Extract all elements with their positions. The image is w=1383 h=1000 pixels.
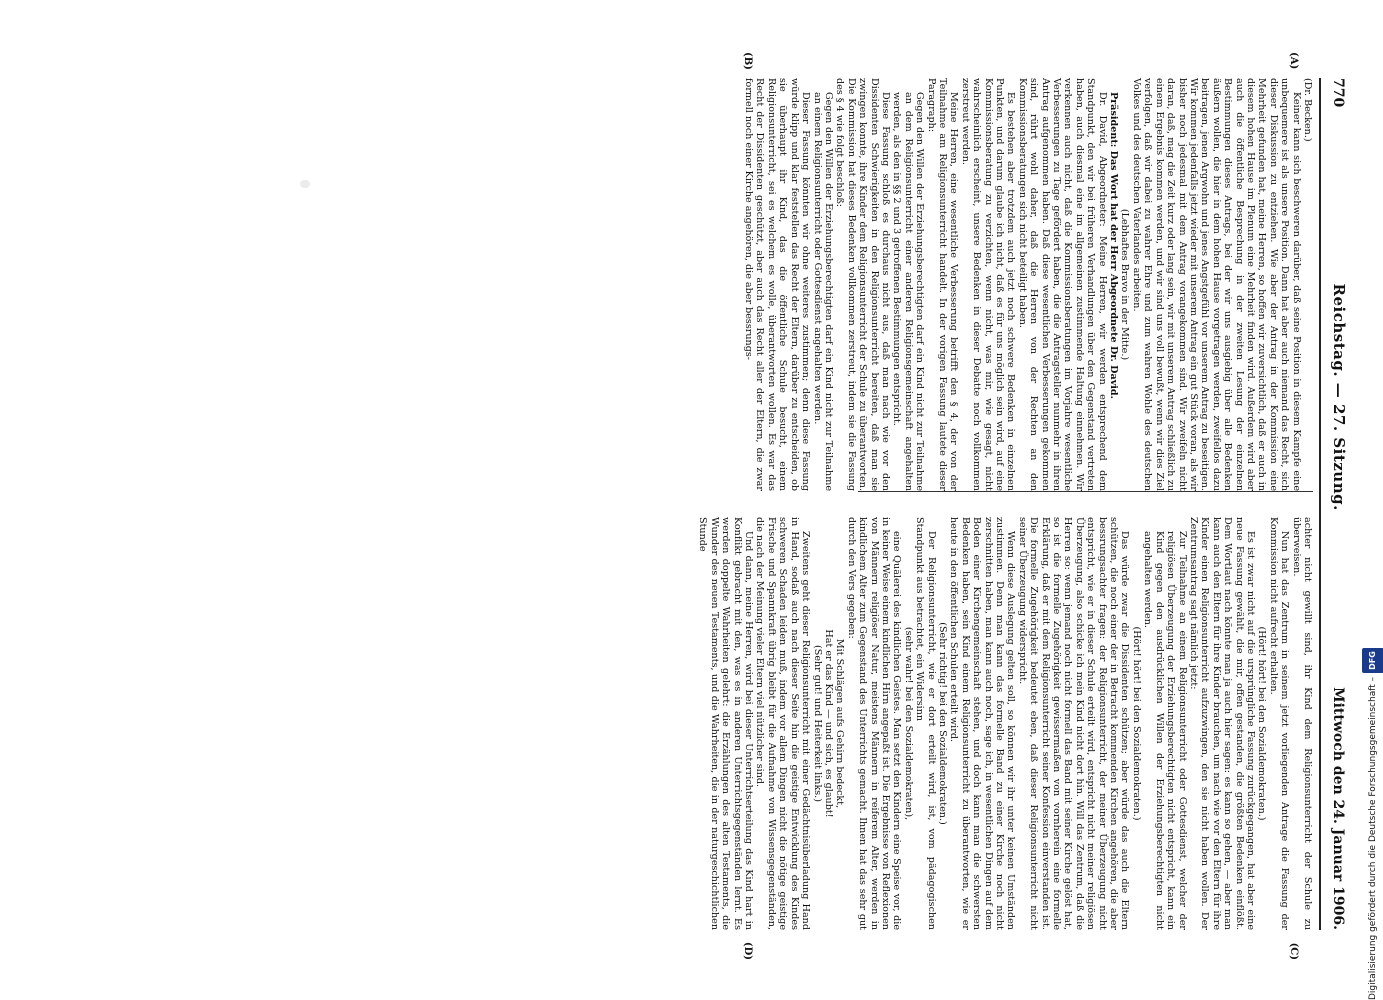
interjection: (Sehr richtig! bei den Sozialdemokraten.) [937, 622, 948, 825]
paragraph: Und dann, meine Herren, wird bei dieser Unterrichtserteilung das Kind hart in Konflikt gebracht mit den, was es in anderen Unterrichtsgegenständen lernt. Es werden doppelte Wahrheiten gelehrt: die Erzählungen des alten Testaments, die Wunder des neuen Testaments, und die Wahrheiten, die in der naturgeschichtlichen Stunde [697, 517, 755, 930]
paper-spot [300, 180, 310, 188]
paragraph: Der Religionsunterricht, wie er dort erteilt wird, ist, vom pädagogischen Standpunkt aus betrachtet, ein Widersinn [914, 517, 937, 930]
margin-marker-c: (C) [1288, 942, 1299, 960]
margin-marker-b: (B) [742, 52, 753, 70]
right-column [697, 517, 1313, 930]
paragraph: Nun hat das Zentrum in seinem jetzt vorliegenden Antrage die Fassung der Kommission nicht aufrecht erhalten. [1267, 517, 1291, 930]
paragraph: Es bestehen aber trotzdem auch jetzt noch schwere Bedenken in einzelnen Punkten, und darum glaube ich nicht, daß es für uns möglich sein wird, auf eine Kommissionsberatung zu verzichten, wenn nicht, was mir, wie gesagt, nicht wahrscheinlich erscheint, unsere Bedenken in dieser Debatte noch vollkommen zerstreut werden. [959, 78, 1017, 491]
paragraph: achter nicht gewillt sind, ihr Kind dem Religionsunterricht der Schule zu überweisen. [1290, 517, 1313, 930]
paragraph: Es ist zwar nicht auf die ursprüngliche Fassung zurückgegangen, hat aber eine neue Fassung gewählt, die mir, offen gestanden, die größten Bedenken einflößt. Dem Wortlaut nach könnte man ja auch hier sagen: es kann so gehen, — aber man kann auch den Eltern für ihre Kinder brauchen, um nach wie vor den Eltern für ihre Kinder einen Religionsunterricht aufzuzwingen, den sie nicht haben wollen. Der Zentrumsantrag sagt nämlich jetzt: [1187, 517, 1256, 930]
paragraph: Dr. David, Abgeordneter: Meine Herren, wir werden entsprechend dem Standpunkt, den wir bei früheren Verhandlungen über den Gegenstand vertreten haben, auch diesmal eine im allgemeinen zustimmende Haltung einnehmen. Wir verkennen auch nicht, daß die Kommissionsberatungen im Vorjahre wesentliche Verbesserungen zu Tage gefördert haben, die die Antragsteller nunmehr in ihren Antrag aufgenommen haben. Daß diese wesentlichen Verbesserungen gekommen sind, rührt wohl daher, daß die Herren von der Rechten an den Kommissionsberatungen sich nicht beteiligt haben. [1016, 78, 1108, 491]
paragraph: eine Quälerei des kindlichen Geistes. Man setzt den Kindern eine Speise vor, die in keiner Weise einem kindlichen Hirn angepaßt ist. Die Ergebnisse von Reflexionen von Männern religiöser Natur, meistens Männern in reiferem Alter, werden in kindlichem Alter zum Gegenstand des Unterrichts gemacht. Ihnen hat das sehr gut durch den Vers gegeben: [845, 517, 903, 930]
paragraph: (Dr. Becken.) [1302, 78, 1313, 142]
interjection: (Hört! hört! bei den Sozialdemokraten.) [1130, 626, 1142, 821]
paragraph: Keiner kann sich beschweren darüber, daß seine Position in diesem Kampfe eine unbequemere ist als unsere Position. Dann hat aber auch niemand das Recht, sich dieser Diskussion zu entziehen. Wie aber der Antrag in der Kommission eine Mehrheit gefunden hat, meine Herren, so hoffen wir zuversichtlich, daß er auch in diesem hohen Hause im Plenum eine Mehrheit finden wird. Außerdem wird aber auch die öffentliche Besprechung in der zweiten Lesung der einzelnen Bestimmungen dieses Antrags, bei der wir uns ausgiebig über alle Bedenken äußern wollen, die hier in dem hohen Hause vorgetragen werden, zweifellos dazu beitragen, jenen Argwohn und jenes Angstgefühl vor unserem Antrag zu beseitigen. Wir kommen jedenfalls jetzt wieder mit unserem Antrag ein gut Stück voran, als wir bisher noch jedesmal mit dem Antrag vorangekommen sind. Wir zweifeln nicht daran, daß, mag die Zeit kurz oder lang sein, wir mit unserem Antrag schließlich zu einem Ergebnis kommen werden, und wir sind uns voll bewußt, wenn wir dies Ziel verfolgen, daß wir dabei zu wahrer Ehre und zum wahren Wohle des deutschen Volkes und des deutschen Vaterlandes arbeiten. [1130, 78, 1302, 491]
interjection: (Lebhaftes Bravo in der Mitte.) [1119, 208, 1131, 361]
dfg-logo: DFG [1362, 648, 1383, 673]
speaker-paragraph: Präsident: Das Wort hat der Herr Abgeordnete Dr. David. [1108, 92, 1120, 399]
session-date: Mittwoch den 24. Januar 1906. [1330, 687, 1346, 930]
paragraph: Zweitens geht dieser Religionsunterricht mit einer Gedächtnisüberladung Hand in Hand, sodaß auch nach dieser Seite hin die geistige Entwicklung des Kindes schweren Schaden leiden muß, indem vor allem Dingen nicht die nötige geistige Frische und Spannkraft übrig bleibt für die Aufnahme von Wissensgegenständen, die nach der Meinung vieler Eltern viel nützlicher sind. [754, 517, 812, 930]
interjection: Mit Schlägen aufs Gehirn bedeckt, [834, 638, 846, 809]
digitization-footer [1363, 0, 1383, 1000]
quoted-provision: Gegen den Willen der Erziehungsberechtigten darf ein Kind nicht zur Teilnahme an einem Religionsunterricht oder Gottesdienst angehalten werden. [811, 92, 834, 491]
quoted-provision: Zur Teilnahme an einem Religionsunterricht oder Gottesdienst, welcher der religiösen Überzeugung der Erziehungsberechtigten nicht entspricht, kann ein Kind gegen den ausdrücklichen Willen der Erziehungsberechtigten nicht angehalten werden. [1142, 531, 1188, 930]
page-number: 770 [1330, 78, 1346, 108]
interjection: (Hört! hört! bei den Sozialdemokraten.) [1256, 626, 1268, 821]
margin-marker-d: (D) [742, 941, 753, 960]
left-column [697, 78, 1313, 491]
paragraph: Dieser Fassung könnten wir ohne weiteres zustimmen; denn diese Fassung würde klipp und klar feststellen das Recht der Eltern, darüber zu entscheiden, ob sie überhaupt ihr Kind, das die öffentliche Schule besucht, einem Religionsunterricht, sei es welchem es wolle, überantworten wollen. Es war das Recht der Dissidenten geschützt, aber auch das Recht aller der Eltern, die zwar formell noch einer Kirche angehören, die aber bessrungs- [743, 78, 812, 491]
paragraph: Meine Herren, eine wesentliche Verbesserung betrifft den § 4, der von der Teilnahme am Religionsunterricht handelt. In der vorigen Fassung lautete dieser Paragraph: [925, 78, 960, 491]
paragraph: Das würde zwar die Dissidenten schützen; aber würde das auch die Eltern schützen, die noch einer der in Betracht kommenden Kirchen angehören, die aber bessrungsachter fragen: der Religionsunterricht, der meiner Überzeugung nicht entspricht, wie er in dieser Schule erteilt wird, entspricht nicht meiner religiösen Überzeugung, also schicke ich mein Kind nicht dort hin. Will das Zentrum, daß die Herren so: wenn jemand noch nicht formell das Band mit seiner Kirche gelöst hat, so ist die formelle Zugehörigkeit gewissermaßen von vornherein eine formelle Erklärung, daß er mit dem Religionsunterricht seiner Konfession einverstanden ist. Die formelle Zugehörigkeit bedeutet eben, daß dieser Religionsunterricht nicht seiner Überzeugung widerspricht. [1016, 517, 1131, 930]
margin-marker-a: (A) [1288, 52, 1299, 70]
interjection: (sehr wahr! bei den Sozialdemokraten), [902, 626, 914, 821]
interjection: Hat er das Kind — und sich, es glaubt! [822, 629, 834, 818]
interjection: (Sehr gut! und Heiterkeit links.) [811, 645, 823, 802]
text-columns [697, 52, 1313, 960]
footer-text: Digitalisierung gefördert durch die Deutsche Forschungsgemeinschaft – [1368, 676, 1378, 1000]
paragraph: Wenn diese Auslegung gelten soll, so können wir ihr unter keinen Umständen zustimmen. Denn man kann das formelle Band zu einer Kirche noch nicht zerschnitten haben, man kann auch noch, sage ich, in wesentlichen Dingen auf dem Boden einer Kirchengemeinschaft stehen, und doch kann man die schwersten Bedenken haben, sein Kind einem Religionsunterricht zu überantworten, wie er heute in den öffentlichen Schulen erteilt wird. [948, 517, 1017, 930]
quoted-provision: Gegen den Willen der Erziehungsberechtigten darf ein Kind nicht zur Teilnahme an dem Religionsunterricht einer anderen Religionsgemeinschaft angehalten werden, als den in §§ 2 und 3 getroffenen Bestimmungen entspricht. [891, 92, 926, 491]
paragraph: Diese Fassung schloß es durchaus nicht aus, daß man nach wie vor den Dissidenten Schwierigkeiten in den Religionsunterricht bereiten, daß man sie zwingen konnte, ihre Kinder dem Religionsunterricht der Schule zu überantworten. Die Kommission hat dieses Bedenken vollkommen zerstreut, indem sie die Fassung des § 4 wie folgt beschloß: [834, 78, 891, 491]
session-title: Reichstag. — 27. Sitzung. [1330, 283, 1348, 511]
page-header [1321, 78, 1357, 930]
